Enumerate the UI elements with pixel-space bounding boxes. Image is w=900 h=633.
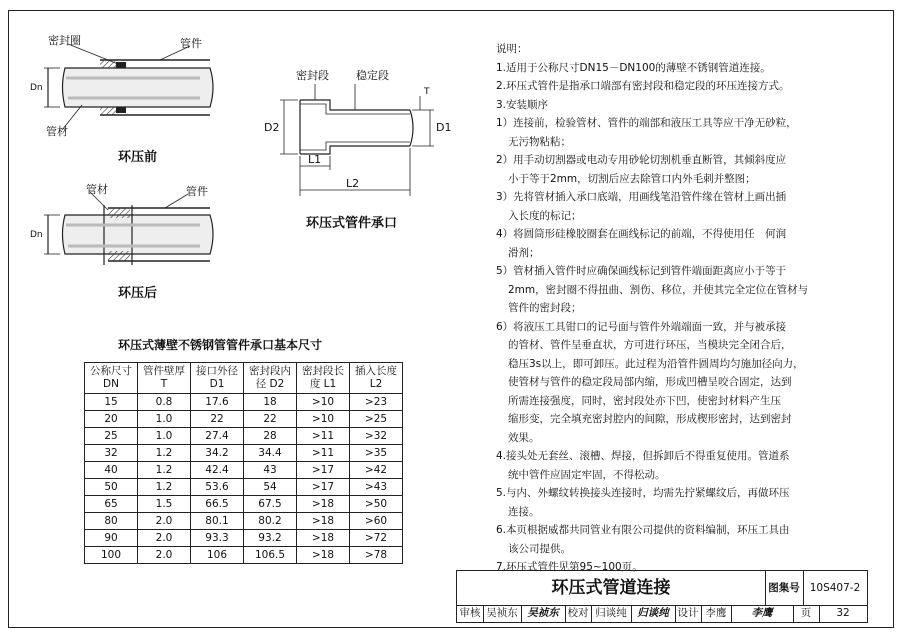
table-cell: >72 — [350, 530, 403, 547]
table-cell: 34.4 — [244, 445, 297, 462]
note-line: 5）管材插入管件时应确保画线标记到管件端面距离应小于等于 — [496, 265, 787, 277]
table-row — [85, 428, 403, 445]
table-header-line: 度 L1 — [309, 378, 337, 390]
dn-label-before: Dn — [30, 83, 43, 93]
l2-label: L2 — [346, 177, 360, 190]
table-row — [85, 445, 403, 462]
table-row — [85, 547, 403, 564]
table-cell: 65 — [85, 496, 138, 513]
table-title: 环压式薄壁不锈钢管管件承口基本尺寸 — [118, 338, 323, 352]
table-cell: 32 — [85, 445, 138, 462]
check-name: 归谈纯 — [591, 605, 632, 622]
note-line: 2.环压式管件是指承口端部有密封段和稳定段的环压连接方式。 — [496, 80, 790, 92]
note-line: 7.环压式管件见第95~100页。 — [496, 561, 643, 573]
before-crimp-drawing — [44, 44, 213, 130]
table-cell: >10 — [297, 411, 350, 428]
note-line: 6）将液压工具钳口的记号面与管件外端端面一致，并与被承接 — [496, 320, 787, 333]
table-cell: >18 — [297, 547, 350, 564]
design-name: 李鹰 — [701, 605, 732, 622]
page-number: 32 — [836, 607, 850, 619]
table-cell: 22 — [244, 411, 297, 428]
table-cell: >78 — [350, 547, 403, 564]
note-line: 入长度的标记； — [508, 209, 582, 222]
table-row — [85, 411, 403, 428]
page-label: 页 — [793, 605, 820, 622]
table-header-line: 公称尺寸 — [90, 365, 132, 377]
review-label: 审核 — [457, 605, 484, 622]
t-label: T — [424, 87, 430, 97]
note-line: 所需连接强度，同时，密封段处亦下凹，使密封材料产生压 — [508, 394, 781, 407]
table-header-line: 径 D2 — [255, 378, 285, 390]
review-signature: 吴祯东 — [521, 605, 566, 622]
table-cell: >60 — [350, 513, 403, 530]
table-header-line: L2 — [369, 378, 383, 390]
l1-label: L1 — [308, 153, 322, 166]
table-header-line: T — [160, 378, 168, 390]
d2-label: D2 — [264, 121, 280, 134]
after-crimp-drawing — [44, 192, 213, 265]
before-caption: 环压前 — [118, 150, 158, 165]
fitting-label-after: 管件 — [186, 185, 208, 198]
atlas-number-label: 图集号 — [765, 571, 804, 606]
table-cell: 2.0 — [138, 513, 191, 530]
drawing-title: 环压式管道连接 — [457, 571, 766, 606]
seal-segment-label: 密封段 — [296, 69, 329, 82]
note-line: 2）用手动切割器或电动专用砂轮切割机垂直断管，其倾斜度应 — [496, 154, 787, 166]
table-cell: 40 — [85, 462, 138, 479]
after-caption: 环压后 — [118, 286, 158, 301]
note-line: 5.与内、外螺纹转换接头连接时，均需先拧紧螺纹后，再做环压 — [496, 487, 790, 499]
table-row — [85, 513, 403, 530]
table-cell: 2.0 — [138, 547, 191, 564]
table-cell: >23 — [350, 394, 403, 411]
table-cell: >18 — [297, 496, 350, 513]
note-line: 统中管件应固定牢固，不得松动。 — [508, 468, 666, 481]
note-line: 的管材、管件呈垂直状，方可进行环压，当模块完全闭合后， — [508, 339, 792, 351]
table-header-line: 接口外径 — [196, 365, 238, 377]
note-line: 该公司提供。 — [508, 542, 571, 555]
note-line: 3.安装顺序 — [496, 98, 549, 111]
stable-segment-label: 稳定段 — [356, 69, 389, 82]
table-cell: 93.2 — [244, 530, 297, 547]
table-cell: >25 — [350, 411, 403, 428]
table-cell: 90 — [85, 530, 138, 547]
table-cell: >35 — [350, 445, 403, 462]
note-line: 小于等于2mm，切割后应去除管口内外毛刺并整图； — [508, 172, 756, 185]
table-cell: 106.5 — [244, 547, 297, 564]
design-signature: 李鹰 — [731, 605, 794, 622]
table-cell: 34.2 — [191, 445, 244, 462]
table-cell: 1.2 — [138, 479, 191, 496]
table-header-cell — [350, 363, 403, 394]
table-header-line: DN — [103, 378, 119, 390]
note-line: 4）将圆筒形硅橡胶圈套在画线标记的前端，不得使用任 何润 — [496, 228, 787, 240]
table-cell: >50 — [350, 496, 403, 513]
table-cell: 0.8 — [138, 394, 191, 411]
d1-label: D1 — [436, 121, 452, 134]
table-cell: >18 — [297, 513, 350, 530]
table-header-cell — [191, 363, 244, 394]
table-cell: 1.0 — [138, 428, 191, 445]
note-line: 效果。 — [508, 431, 540, 444]
table-cell: 27.4 — [191, 428, 244, 445]
pipe-label-before: 管材 — [46, 125, 68, 138]
seal-ring-label: 密封圈 — [48, 34, 81, 47]
table-cell: >42 — [350, 462, 403, 479]
table-cell: 66.5 — [191, 496, 244, 513]
table-header-cell — [138, 363, 191, 394]
table-row — [85, 496, 403, 513]
note-line: 2mm，密封圈不得扭曲、割伤、移位，并使其完全定位在管材与 — [508, 283, 809, 296]
review-name: 吴祯东 — [483, 605, 522, 622]
table-header-line: 插入长度 — [355, 365, 397, 377]
table-cell: 67.5 — [244, 496, 297, 513]
table-cell: 15 — [85, 394, 138, 411]
table-cell: >11 — [297, 428, 350, 445]
note-line: 稳压3s以上，即可卸压。此过程为沿管件圆周均匀施加径向力， — [508, 357, 804, 370]
note-line: 1.适用于公称尺寸DN15－DN100的薄壁不锈钢管道连接。 — [496, 61, 771, 74]
table-cell: 17.6 — [191, 394, 244, 411]
table-header-line: 管件壁厚 — [143, 365, 185, 377]
table-cell: 43 — [244, 462, 297, 479]
socket-caption: 环压式管件承口 — [306, 216, 398, 231]
table-cell: 1.2 — [138, 445, 191, 462]
table-cell: 2.0 — [138, 530, 191, 547]
table-header-cell — [297, 363, 350, 394]
table-row — [85, 479, 403, 496]
table-cell: 100 — [85, 547, 138, 564]
check-label: 校对 — [565, 605, 592, 622]
dimension-table — [84, 362, 403, 564]
table-cell: 22 — [191, 411, 244, 428]
notes-section — [496, 40, 868, 577]
table-row — [85, 530, 403, 547]
table-cell: >17 — [297, 479, 350, 496]
table-cell: 1.2 — [138, 462, 191, 479]
table-cell: 106 — [191, 547, 244, 564]
note-line: 管件的密封段； — [508, 302, 582, 314]
table-row — [85, 462, 403, 479]
table-cell: 93.3 — [191, 530, 244, 547]
design-label: 设计 — [675, 605, 702, 622]
table-cell: >17 — [297, 462, 350, 479]
table-row — [85, 394, 403, 411]
table-cell: >18 — [297, 530, 350, 547]
table-cell: 20 — [85, 411, 138, 428]
table-cell: 42.4 — [191, 462, 244, 479]
note-line: 说明： — [496, 43, 528, 55]
table-cell: 25 — [85, 428, 138, 445]
table-cell: 80.2 — [244, 513, 297, 530]
table-cell: >43 — [350, 479, 403, 496]
table-cell: 80 — [85, 513, 138, 530]
note-line: 1）连接前，检验管材、管件的端部和液压工具等应干净无砂粒， — [496, 117, 797, 129]
note-line: 无污物粘粘； — [508, 135, 571, 148]
fitting-label-before: 管件 — [180, 37, 202, 50]
table-header-cell — [85, 363, 138, 394]
table-cell: 1.0 — [138, 411, 191, 428]
table-cell: 54 — [244, 479, 297, 496]
check-signature: 归谈纯 — [631, 605, 676, 622]
table-cell: 1.5 — [138, 496, 191, 513]
table-header-line: D1 — [209, 378, 225, 390]
table-cell: >32 — [350, 428, 403, 445]
atlas-number: 10S407-2 — [803, 571, 867, 606]
table-cell: 50 — [85, 479, 138, 496]
table-cell: 53.6 — [191, 479, 244, 496]
note-line: 滑剂； — [508, 246, 540, 259]
note-line: 缩形变，完全填充密封腔内的间隙，形成楔形密封，达到密封 — [508, 413, 792, 425]
note-line: 3）先将管材插入承口底端，用画线笔沿管件缘在管材上画出插 — [496, 191, 787, 203]
table-cell: 18 — [244, 394, 297, 411]
table-cell: 28 — [244, 428, 297, 445]
table-cell: >10 — [297, 394, 350, 411]
table-cell: >11 — [297, 445, 350, 462]
table-header-line: 密封段长 — [302, 365, 344, 377]
note-line: 6.本页根据威都共同管业有限公司提供的资料编制，环压工具由 — [496, 524, 790, 536]
table-cell: 80.1 — [191, 513, 244, 530]
dn-label-after: Dn — [30, 230, 43, 240]
table-header-line: 密封段内 — [249, 365, 291, 377]
title-block — [456, 570, 868, 623]
note-line: 使管材与管件的稳定段局部内缩，形成凹槽呈咬合固定，达到 — [508, 376, 792, 388]
note-line: 4.接头处无套丝、滚槽、焊接，但拆卸后不得重复使用。管道系 — [496, 450, 790, 462]
pipe-label-after: 管材 — [86, 183, 108, 196]
note-line: 连接。 — [508, 505, 540, 518]
table-header-cell — [244, 363, 297, 394]
